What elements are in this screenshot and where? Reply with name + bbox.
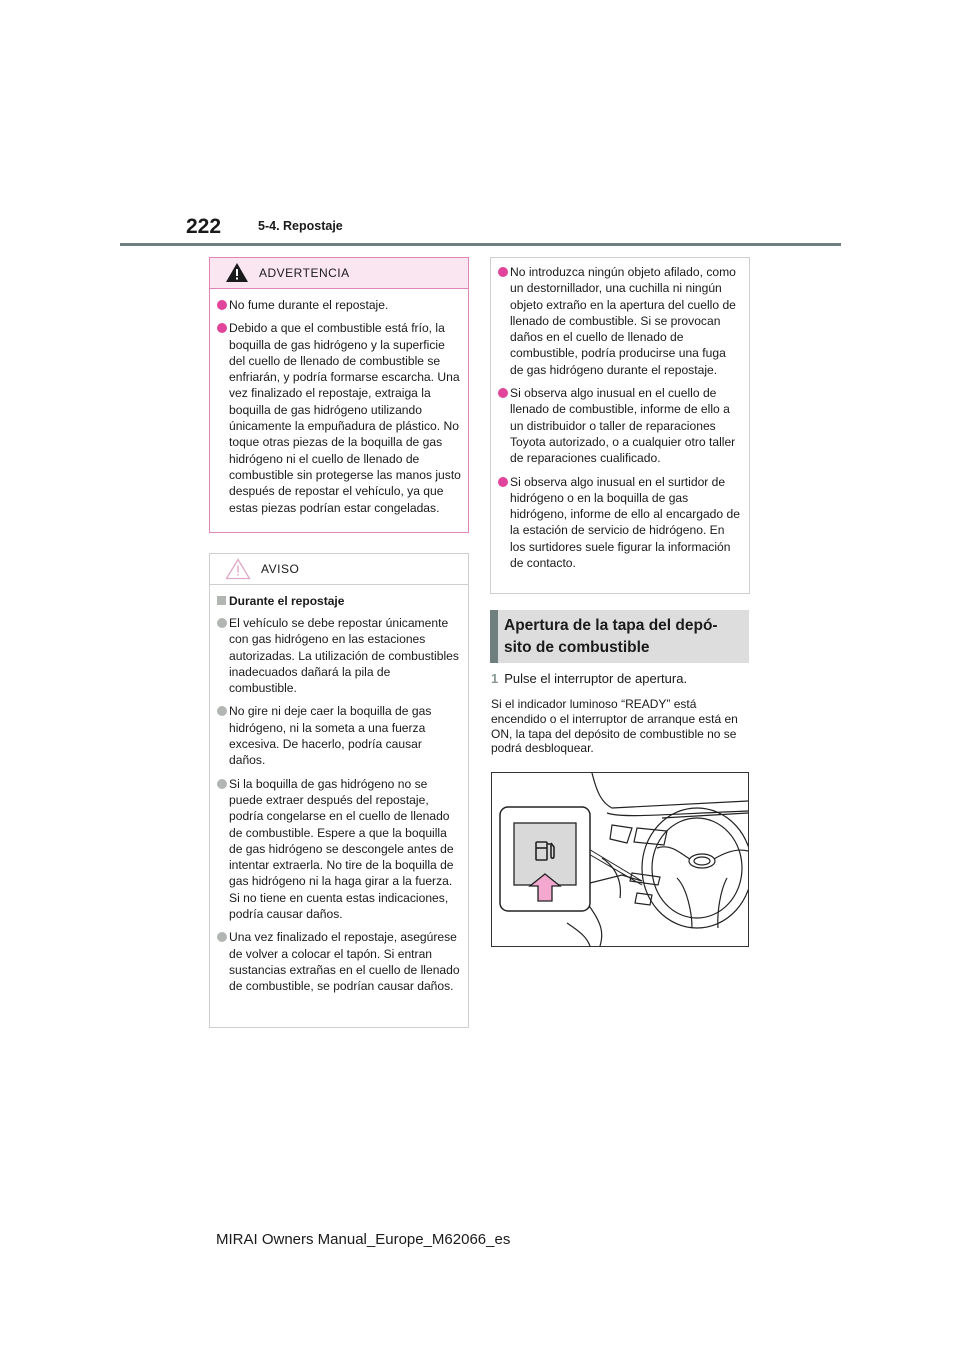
warning-item: Si observa algo inusual en el cuello de llenado de combustible, informe de ello a un distribuidor o taller de reparaciones Toyota autorizado, o a cualquier otro taller de reparaciones cualificado.	[498, 385, 742, 466]
caution-triangle-icon	[225, 558, 251, 580]
warning-header	[210, 258, 468, 289]
section-title: 5-4. Repostaje	[258, 219, 343, 233]
footer-text: MIRAI Owners Manual_Europe_M62066_es	[216, 1231, 511, 1248]
notice-item: Si la boquilla de gas hidrógeno no se puede extraer después del repostaje, podría congelarse en el cuello de llenado de combustible. Espere a que la boquilla de gas hidrógeno se descongele antes de intentar extraerla. No tire de la boquilla de gas hidrógeno ni la haga girar a la fuerza. Si no tiene en cuenta estas indicaciones, podría causar daños.	[217, 776, 461, 923]
section-heading	[490, 610, 749, 663]
bullet-dot	[498, 267, 508, 277]
notice-subheading: Durante el repostaje	[217, 593, 461, 609]
step-number: 1	[491, 671, 499, 686]
notice-item: El vehículo se debe repostar únicamente con gas hidrógeno en las estaciones autorizadas. La utilización de combustibles inadecuados dañará la pila de combustible.	[217, 615, 461, 696]
step-instruction	[491, 671, 687, 686]
notice-header	[210, 554, 468, 585]
square-bullet	[217, 596, 226, 605]
dashboard-drawing	[492, 773, 748, 946]
warning-item: Debido a que el combustible está frío, la boquilla de gas hidrógeno y la superficie del cuello de llenado de combustible se enfriarán, y podría formarse escarcha. Una vez finalizado el repostaje, extraiga la boquilla de gas hidrógeno utilizando únicamente la empuñadura de plástico. No toque otras piezas de la boquilla de gas hidrógeno ni el cuello de llenado de combustible sin protegerse las manos justo después de repostar el vehículo, ya que estas piezas podrían estar congeladas.	[217, 320, 461, 516]
step-text: Pulse el interruptor de apertura.	[504, 671, 688, 686]
bullet-dot	[217, 323, 227, 333]
bullet-dot	[217, 932, 227, 942]
warning-item: Si observa algo inusual en el surtidor de hidrógeno o en la boquilla de gas hidrógeno, informe de ello al encargado de la estación de servicio de hidrógeno. En los surtidores suele figurar la información de contacto.	[498, 474, 742, 572]
section-heading-line1: Apertura de la tapa del depó-	[504, 617, 718, 634]
bullet-dot	[217, 618, 227, 628]
notice-item: No gire ni deje caer la boquilla de gas hidrógeno, ni la someta a una fuerza excesiva. De hacerlo, podría causar daños.	[217, 703, 461, 768]
notice-title: AVISO	[261, 562, 300, 576]
notice-box	[209, 553, 469, 1028]
warning-title: ADVERTENCIA	[259, 266, 350, 280]
warning-triangle-icon	[225, 262, 249, 283]
step-note: Si el indicador luminoso “READY” está encendido o el interruptor de arranque está en ON, la tapa del depósito de combustible no se podrá desbloquear.	[491, 697, 738, 756]
bullet-dot	[217, 706, 227, 716]
warning-item: No introduzca ningún objeto afilado, como un destornillador, una cuchilla ni ningún objeto extraño en la apertura del cuello de llenado de combustible. Si se provocan daños en el cuello de llenado de combustible, podría producirse una fuga de gas hidrógeno durante el repostaje.	[498, 264, 742, 378]
notice-item: Una vez finalizado el repostaje, asegúrese de volver a colocar el tapón. Si entran sustancias extrañas en el cuello de llenado de combustible, se podrían causar daños.	[217, 929, 461, 994]
bullet-dot	[498, 388, 508, 398]
warning-box	[209, 257, 469, 533]
bullet-dot	[217, 779, 227, 789]
bullet-dot	[498, 477, 508, 487]
header-rule	[120, 243, 841, 246]
bullet-dot	[217, 300, 227, 310]
warning-continued-box	[490, 257, 750, 594]
page-number: 222	[186, 215, 222, 238]
dashboard-illustration	[491, 772, 749, 947]
section-heading-line2: sito de combustible	[504, 639, 650, 656]
warning-item: No fume durante el repostaje.	[217, 297, 461, 313]
